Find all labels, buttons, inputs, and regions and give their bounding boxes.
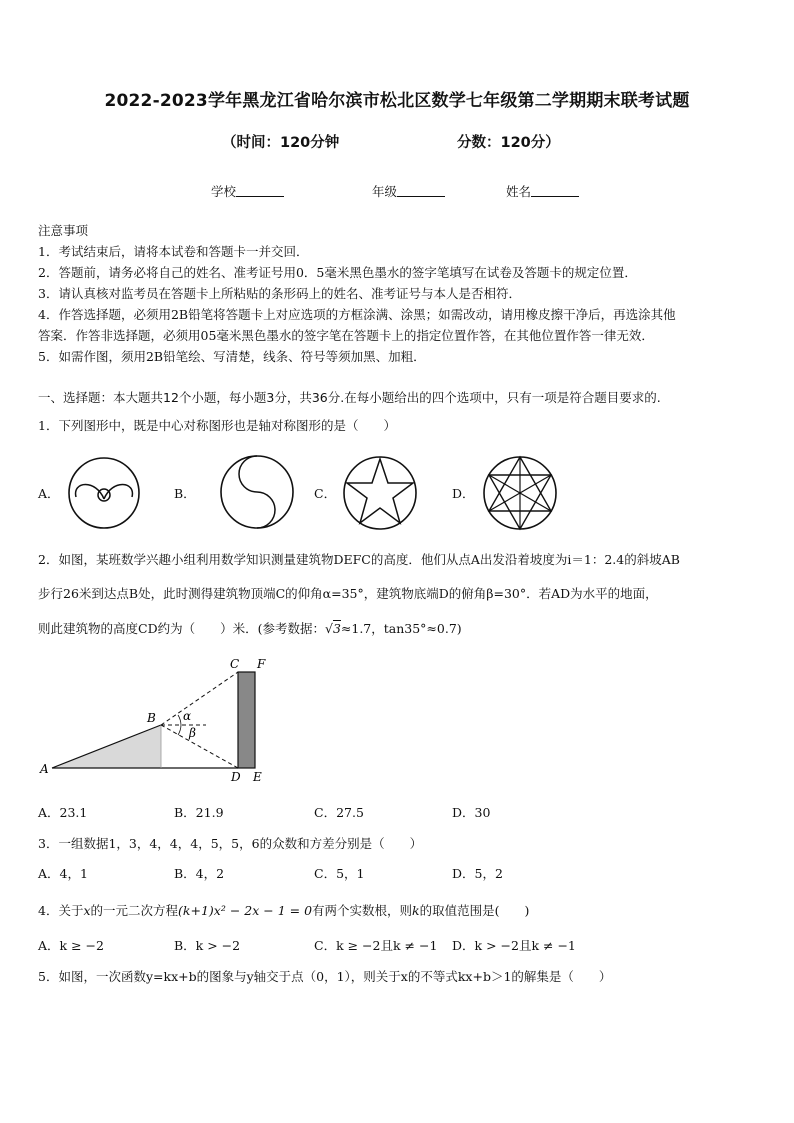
q3-option-d: D．5，2 (452, 866, 503, 881)
question-2-line-1: 2．如图，某班数学兴趣小组利用数学知识测量建筑物DEFC的高度．他们从点A出发沿着坡度为i＝1：2.4的斜坡AB (38, 552, 680, 567)
name-blank (531, 184, 579, 197)
question-5-stem: 5．如图，一次函数y=kx+b的图象与y轴交于点（0，1），则关于x的不等式kx+b＞1的解集是（ ） (38, 969, 612, 984)
alpha-label: α (183, 709, 192, 723)
school-blank (236, 184, 284, 197)
q1-option-c-label: C． (314, 486, 337, 501)
grade-field (372, 182, 445, 200)
q3-option-a: A．4，1 (38, 866, 88, 881)
q4-text-d: 的取值范围是( ) (419, 903, 530, 918)
point-a-label: A (40, 762, 49, 776)
q4-var-x: x (83, 903, 91, 918)
circle-heart-figure (66, 455, 142, 531)
q2-option-c: C．27.5 (314, 805, 364, 820)
notice-item: 2．答题前，请务必将自己的姓名、准考证号用0．5毫米黑色墨水的签字笔填写在试卷及答题卡的规定位置． (38, 265, 637, 280)
question-4-stem (38, 901, 529, 919)
point-f-label: F (257, 657, 266, 671)
exam-score: 分数：120分） (457, 135, 560, 151)
question-2-line-3 (38, 619, 462, 637)
beta-label: β (189, 726, 196, 740)
q4-text-c: 有两个实数根，则 (312, 903, 413, 918)
q4-option-d: D．k > −2且k ≠ −1 (452, 938, 576, 953)
point-d-label: D (231, 770, 241, 784)
sqrt-symbol: √ (324, 621, 333, 636)
sqrt-radicand: 3 (332, 621, 341, 636)
q1-option-b-label: B． (174, 486, 196, 501)
yin-yang-figure (218, 453, 296, 531)
q4-option-b: B．k > −2 (174, 938, 241, 953)
notice-item: 4．作答选择题，必须用2B铅笔将答题卡上对应选项的方框涂满、涂黑；如需改动，请用橡皮擦干净后，再选涂其他 (38, 307, 676, 322)
q2-option-b: B．21.9 (174, 805, 224, 820)
building-measurement-figure (38, 655, 278, 785)
point-e-label: E (253, 770, 262, 784)
star-in-circle-figure (341, 454, 419, 532)
notice-item: 1．考试结束后，请将本试卷和答题卡一并交回． (38, 244, 309, 259)
q1-option-d-label: D． (452, 486, 475, 501)
question-3-stem: 3．一组数据1，3，4，4，4，5，5，6的众数和方差分别是（ ） (38, 836, 423, 851)
q4-option-c: C．k ≥ −2且k ≠ −1 (314, 938, 438, 953)
point-c-label: C (230, 657, 240, 671)
grade-label: 年级 (372, 184, 398, 199)
q4-option-a: A．k ≥ −2 (38, 938, 104, 953)
notice-item: 答案．作答非选择题，必须用05毫米黑色墨水的签字笔在答题卡上的指定位置作答，在其他位置作答一律无效． (38, 328, 654, 343)
notice-item: 5．如需作图，须用2B铅笔绘、写清楚，线条、符号等须加黑、加粗． (38, 349, 426, 364)
q4-text-b: 的一元二次方程 (90, 903, 179, 918)
school-label: 学校 (211, 184, 237, 199)
name-label: 姓名 (506, 184, 532, 199)
building-rect (238, 672, 255, 768)
q4-text-a: 4．关于 (38, 903, 84, 918)
q1-option-a-label: A． (38, 486, 60, 501)
q4-equation: (k+1)x² − 2x − 1 = 0 (178, 903, 313, 918)
hexagram-in-circle-figure (481, 454, 559, 532)
grade-blank (397, 184, 445, 197)
q3-option-c: C．5，1 (314, 866, 365, 881)
exam-time: （时间：120分钟 (222, 135, 340, 151)
section-heading: 一、选择题：本大题共12个小题，每小题3分，共36分.在每小题给出的四个选项中，只有一项是符合题目要求的. (38, 390, 661, 405)
school-field (211, 182, 284, 200)
name-field (506, 182, 579, 200)
q2-line3-reference: ≈1.7，tan35°≈0.7) (340, 621, 462, 636)
elevation-sightline (161, 672, 238, 725)
notice-block (38, 220, 758, 367)
notice-item: 3．请认真核对监考员在答题卡上所粘贴的条形码上的姓名、准考证号与本人是否相符． (38, 286, 521, 301)
depression-sightline (161, 725, 238, 768)
q3-option-b: B．4，2 (174, 866, 225, 881)
q2-line3-text: 则此建筑物的高度CD约为（ ）米．(参考数据： (38, 621, 325, 636)
point-b-label: B (147, 711, 156, 725)
q4-var-k: k (412, 903, 420, 918)
question-1-stem: 1．下列图形中，既是中心对称图形也是轴对称图形的是（ ） (38, 418, 396, 433)
question-2-line-2: 步行26米到达点B处，此时测得建筑物顶端C的仰角α=35°，建筑物底端D的俯角β=30°．若AD为水平的地面， (38, 586, 658, 601)
q2-option-d: D．30 (452, 805, 491, 820)
page-title: 2022-2023学年黑龙江省哈尔滨市松北区数学七年级第二学期期末联考试题 (104, 91, 690, 111)
q2-option-a: A．23.1 (38, 805, 88, 820)
notice-heading: 注意事项 (38, 223, 89, 238)
